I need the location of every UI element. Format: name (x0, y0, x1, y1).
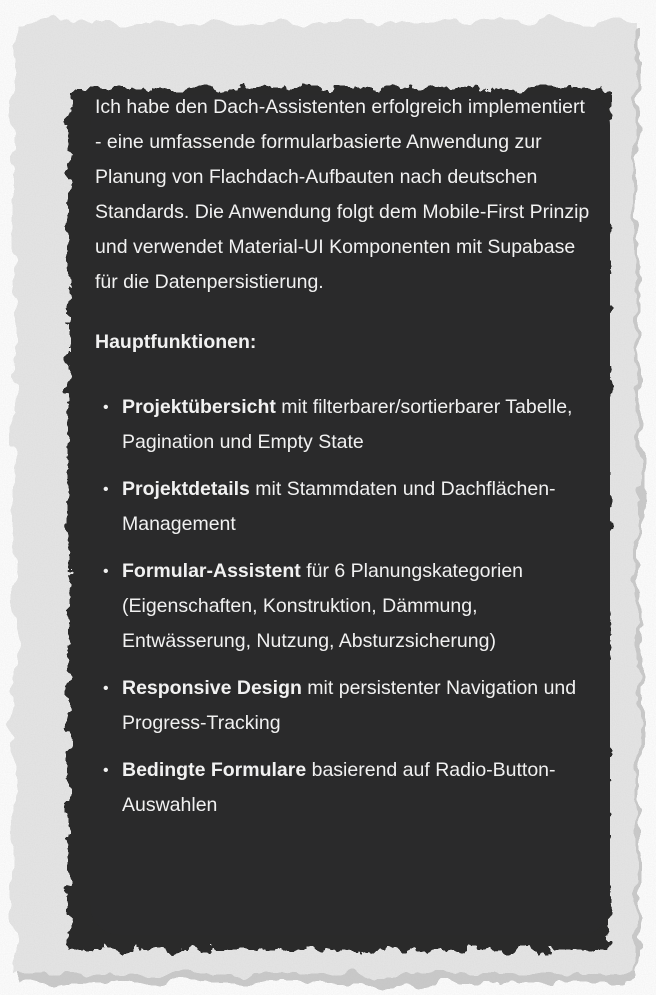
feature-title: Responsive Design (122, 677, 302, 699)
bullet-icon: • (103, 399, 109, 416)
bullet-icon: • (103, 481, 109, 498)
bullet-icon: • (103, 563, 109, 580)
bullet-icon: • (103, 680, 109, 697)
bullet-icon: • (103, 762, 109, 779)
feature-title: Projektübersicht (122, 396, 276, 418)
feature-item (95, 390, 595, 460)
feature-item (95, 753, 595, 823)
feature-item (95, 671, 595, 741)
feature-text: basierend auf Radio-Button-Auswahlen (122, 759, 556, 816)
feature-text: für 6 Planungskategorien (Eigenschaften, Konstruktion, Dämmung, Entwässerung, Nutzung, Absturzsicherung) (122, 560, 524, 652)
feature-item (95, 554, 595, 659)
feature-text: mit filterbarer/sortierbarer Tabelle, Pagination und Empty State (122, 396, 573, 453)
intro-paragraph: Ich habe den Dach-Assistenten erfolgreich implementiert - eine umfassende formularbasierte Anwendung zur Planung von Flachdach-Aufbauten nach deutschen Standards. Die Anwendung folgt dem Mobile-First Prinzip und verwendet Material-UI Komponenten mit Supabase für die Datenpersistierung. (95, 96, 590, 293)
text-content (95, 90, 595, 835)
feature-title: Formular-Assistent (122, 560, 301, 582)
feature-title: Projektdetails (122, 478, 250, 500)
features-heading: Hauptfunktionen: (95, 331, 257, 353)
feature-text: mit Stammdaten und Dachflächen-Management (122, 478, 556, 535)
features-list (95, 390, 595, 823)
feature-item (95, 472, 595, 542)
feature-title: Bedingte Formulare (122, 759, 307, 781)
feature-text: mit persistenter Navigation und Progress-Tracking (122, 677, 577, 734)
